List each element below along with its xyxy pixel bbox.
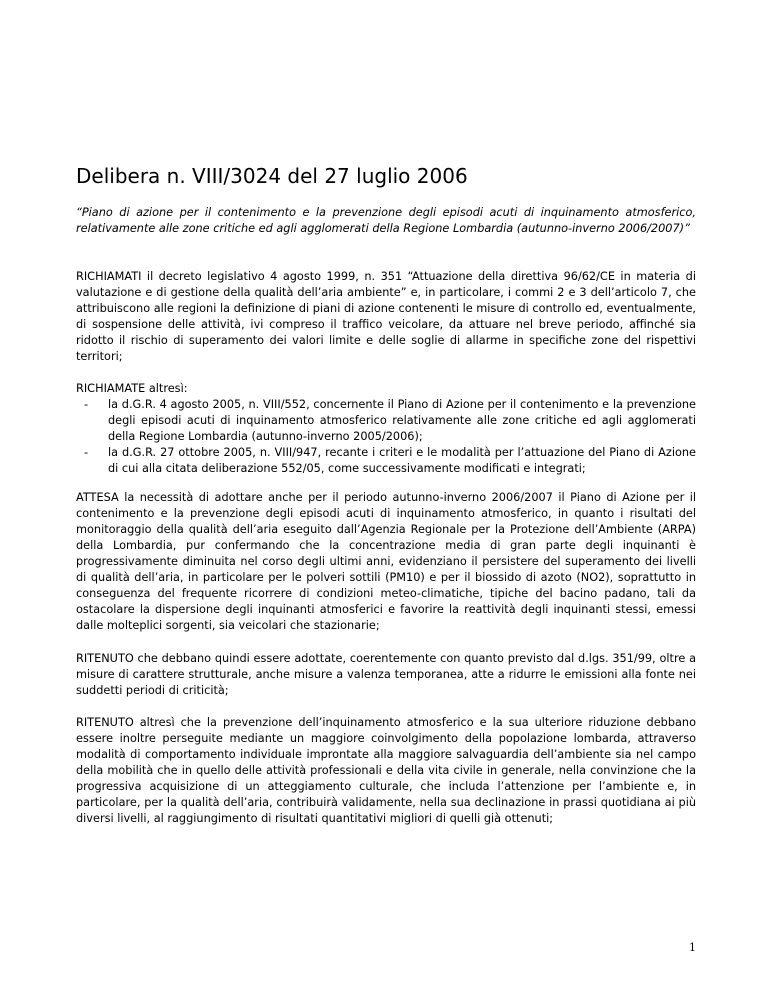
document-page — [76, 0, 696, 994]
richiamate-list — [76, 397, 696, 477]
richiamate-intro: RICHIAMATE altresì: — [76, 382, 188, 395]
list-item-text: la d.G.R. 4 agosto 2005, n. VIII/552, concernente il Piano di Azione per il contenimento e la prevenzione degli episodi acuti di inquinamento atmosferico relativamente alle zone critiche ed agli agglomerati della Regione Lombardia (autunno-inverno 2005/2006); — [108, 398, 696, 443]
list-item — [76, 397, 696, 445]
list-item-text: la d.G.R. 27 ottobre 2005, n. VIII/947, recante i criteri e le modalità per l’attuazione del Piano di Azione di cui alla citata deliberazione 552/05, come successivamente modificati e integrati; — [108, 446, 696, 475]
paragraph-ritenuto-1: RITENUTO che debbano quindi essere adottate, coerentemente con quanto previsto dal d.lgs. 351/99, oltre a misure di carattere strutturale, anche misure a valenza temporanea, atte a ridurre le emissioni alla fonte nei suddetti periodi di criticità; — [76, 652, 696, 697]
list-dash: - — [84, 398, 89, 411]
paragraph-richiamati: RICHIAMATI il decreto legislativo 4 agosto 1999, n. 351 “Attuazione della direttiva 96/62/CE in materia di valutazione e di gestione della qualità dell’aria ambiente” e, in particolare, i commi 2 e 3 dell’articolo 7, che attribuiscono alle regioni la definizione di piani di azione contenenti le misure di controllo ed, eventualmente, di sospensione delle attività, ivi compreso il traffico veicolare, da attuare nel breve periodo, affinché sia ridotto il rischio di superamento dei valori limite e delle soglie di allarme in specifiche zone del rispettivi territori; — [76, 270, 696, 363]
document-title: Delibera n. VIII/3024 del 27 luglio 2006 — [76, 164, 468, 188]
page-number: 1 — [689, 941, 696, 954]
paragraph-ritenuto-2: RITENUTO altresì che la prevenzione dell’inquinamento atmosferico e la sua ulteriore riduzione debbano essere inoltre perseguite mediante un maggiore coinvolgimento della popolazione lombarda, attraverso modalità di comportamento individuale improntate alla maggiore salvaguardia dell’ambiente sia nel campo della mobilità che in quello delle attività professionali e della vita civile in generale, nella convinzione che la progressiva acquisizione di un atteggiamento culturale, che includa l’attenzione per l’ambiente e, in particolare, per la qualità dell’aria, contribuirà validamente, nella sua declinazione in prassi quotidiana ai più diversi livelli, al raggiungimento di risultati quantitativi migliori di quelli già ottenuti; — [76, 716, 696, 825]
document-subtitle: “Piano di azione per il contenimento e la prevenzione degli episodi acuti di inquinamento atmosferico, relativamente alle zone critiche ed agli agglomerati della Regione Lombardia (autunno-inverno 2006/2007)” — [76, 206, 696, 235]
list-item — [76, 445, 696, 477]
paragraph-attesa: ATTESA la necessità di adottare anche per il periodo autunno-inverno 2006/2007 il Piano di Azione per il contenimento e la prevenzione degli episodi acuti di inquinamento atmosferico, in quanto i risultati del monitoraggio della qualità dell’aria eseguito dall’Agenzia Regionale per la Protezione dell’Ambiente (ARPA) della Lombardia, pur confermando che la concentrazione media di gran parte degli inquinanti è progressivamente diminuita nel corso degli ultimi anni, evidenziano il persistere del superamento dei livelli di qualità dell’aria, in particolare per le polveri sottili (PM10) e per il biossido di azoto (NO2), soprattutto in conseguenza del frequente ricorrere di condizioni meteo-climatiche, tipiche del bacino padano, tali da ostacolare la dispersione degli inquinanti atmosferici e favorire la reattività degli inquinanti stessi, emessi dalle molteplici sorgenti, sia veicolari che stazionarie; — [76, 491, 696, 632]
list-dash: - — [84, 446, 89, 459]
